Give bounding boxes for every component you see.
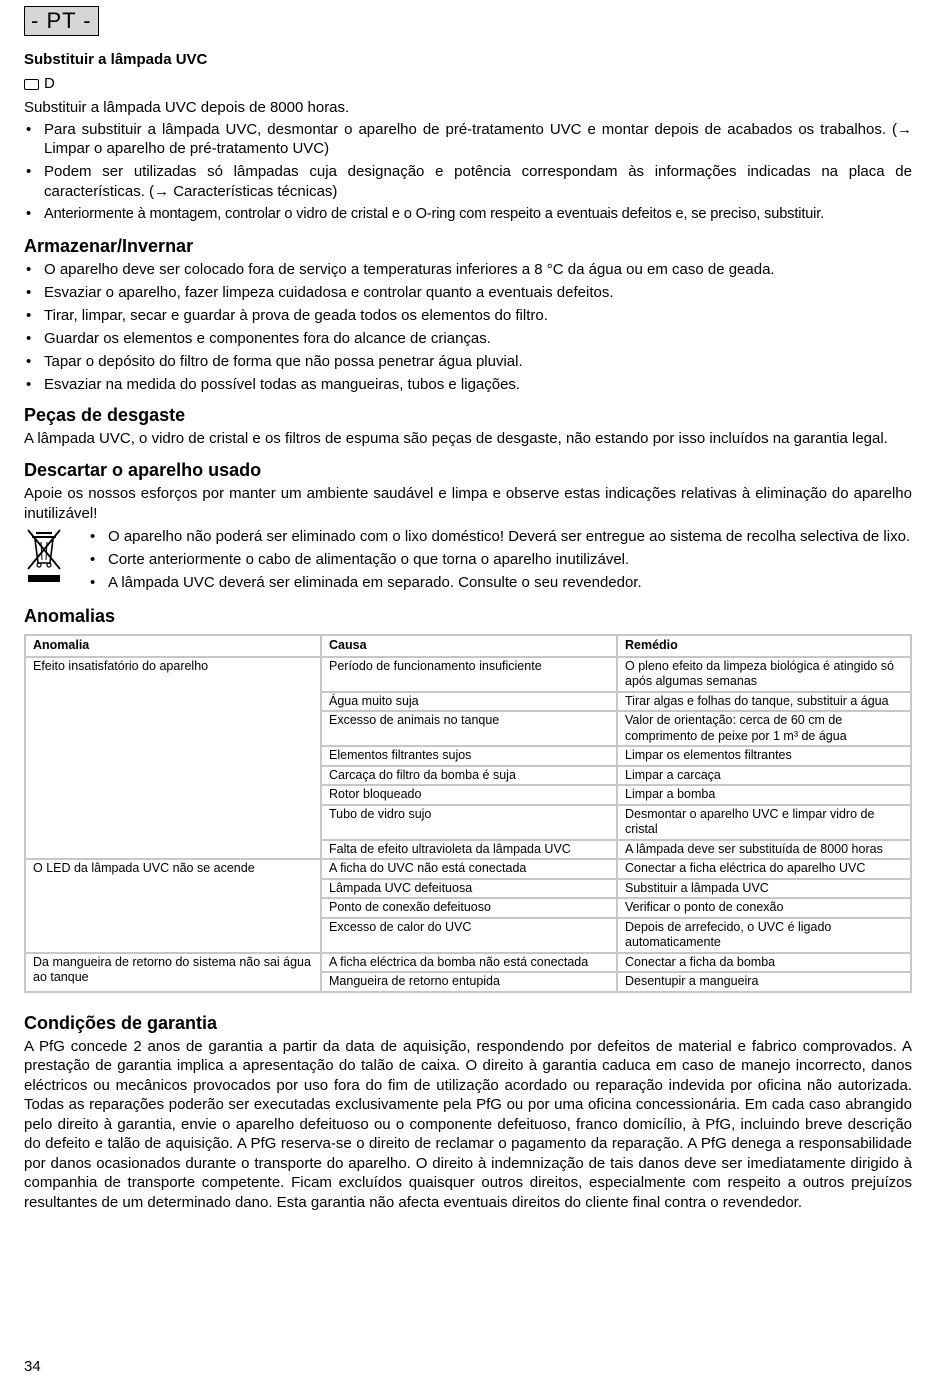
cause-cell: Falta de efeito ultravioleta da lâmpada UVC: [321, 840, 617, 860]
table-row: [25, 953, 911, 973]
bullet-icon: •: [90, 528, 96, 545]
list-item: • Para substituir a lâmpada UVC, desmontar o aparelho de pré-tratamento UVC e montar depois de acabados os trabalhos. (→ Limpar o aparelho de pré-tratamento UVC): [26, 120, 912, 157]
bullet-icon: •: [90, 574, 96, 591]
page-number: 34: [24, 1358, 41, 1375]
bullet-icon: •: [26, 330, 32, 347]
remedy-cell: O pleno efeito da limpeza biológica é atingido só após algumas semanas: [617, 657, 911, 692]
anomaly-cell: Da mangueira de retorno do sistema não sai água ao tanque: [25, 953, 321, 992]
troubleshooting-table: [24, 634, 912, 993]
list-item: • Tirar, limpar, secar e guardar à prova de geada todos os elementos do filtro.: [26, 307, 548, 324]
list-item: • Anteriormente à montagem, controlar o vidro de cristal e o O-ring com respeito a eventuais defeitos e, se preciso, substituir.: [24, 205, 912, 225]
list-item: • Guardar os elementos e componentes fora do alcance de crianças.: [26, 330, 491, 347]
list-item: • Corte anteriormente o cabo de alimentação o que torna o aparelho inutilizável.: [90, 551, 630, 568]
cause-cell: Tubo de vidro sujo: [321, 805, 617, 840]
cause-cell: Excesso de calor do UVC: [321, 918, 617, 953]
wear-parts-heading: Peças de desgaste: [24, 404, 186, 425]
remedy-cell: Conectar a ficha eléctrica do aparelho UVC: [617, 859, 911, 879]
list-item: • O aparelho deve ser colocado fora de serviço a temperaturas inferiores a 8 °C da água ou em caso de geada.: [26, 261, 775, 278]
bullet-icon: •: [26, 307, 32, 324]
remedy-cell: Depois de arrefecido, o UVC é ligado automaticamente: [617, 918, 911, 953]
cause-cell: Água muito suja: [321, 692, 617, 712]
cause-cell: A ficha do UVC não está conectada: [321, 859, 617, 879]
column-header: Remédio: [617, 635, 911, 657]
cause-cell: Mangueira de retorno entupida: [321, 972, 617, 992]
cause-cell: Período de funcionamento insuficiente: [321, 657, 617, 692]
list-item: • Esvaziar o aparelho, fazer limpeza cuidadosa e controlar quanto a eventuais defeitos.: [26, 284, 614, 301]
list-item: • Tapar o depósito do filtro de forma que não possa penetrar água pluvial.: [26, 353, 523, 370]
remedy-cell: Desmontar o aparelho UVC e limpar vidro de cristal: [617, 805, 911, 840]
uvc-heading: Substituir a lâmpada UVC: [24, 51, 208, 68]
crossed-bin-icon: [24, 527, 88, 596]
cause-cell: Rotor bloqueado: [321, 785, 617, 805]
disposal-block: [24, 527, 912, 596]
anomalies-heading: Anomalias: [24, 606, 116, 626]
bullet-icon: •: [26, 163, 32, 180]
bullet-icon: •: [90, 551, 96, 568]
warranty-heading: Condições de garantia: [24, 1012, 218, 1033]
rectangle-icon: [24, 79, 39, 90]
anomaly-cell: Efeito insatisfatório do aparelho: [25, 657, 321, 860]
storage-heading: Armazenar/Invernar: [24, 236, 194, 256]
cause-cell: Ponto de conexão defeituoso: [321, 898, 617, 918]
maintenance-interval-line: [24, 74, 912, 94]
remedy-cell: A lâmpada deve ser substituída de 8000 horas: [617, 840, 911, 860]
remedy-cell: Tirar algas e folhas do tanque, substituir a água: [617, 692, 911, 712]
cause-cell: Lâmpada UVC defeituosa: [321, 879, 617, 899]
cause-cell: Carcaça do filtro da bomba é suja: [321, 766, 617, 786]
column-header: Anomalia: [25, 635, 321, 657]
list-item: • A lâmpada UVC deverá ser eliminada em separado. Consulte o seu revendedor.: [90, 574, 642, 591]
remedy-cell: Valor de orientação: cerca de 60 cm de comprimento de peixe por 1 m³ de água: [617, 711, 911, 746]
manual-page: [24, 6, 912, 1212]
uvc-bullet-list: [24, 120, 912, 225]
bullet-icon: •: [26, 205, 31, 222]
remedy-cell: Limpar a carcaça: [617, 766, 911, 786]
warranty-text: A PfG concede 2 anos de garantia a partir da data de aquisição, respondendo por defeitos de material e fabrico comprovados. A prestação de garantia implica a apresentação do talão de caixa. O direito à garantia caduca em caso de manejo incorrecto, danos eléctricos ou mecânicos provocados por uso fora do fim de utilização acordado ou reparação indevida por oficina não autorizada. Todas as reparações poderão ser executadas exclusivamente pela PfG ou por uma oficina concessionária. Em cada caso abrangido pelo direito à garantia, envie o aparelho defeituoso ou o componente defeituoso, franco domicílio, à PfG, incluindo breve descrição do defeito e talão de aquisição. A PfG reserva-se o direito de reclamar o pagamento da reparação. A PfG denega a responsabilidade por danos ocasionados durante o transporte do aparelho. O direito à indemnização de tais danos deve ser imediatamente dirigido à companhia de transporte competente. Ficam excluídos quaisquer outros direitos, especialmente com respeito a outros prejuízos resultantes de um determinado dano. Esta garantia não afecta eventuais direitos do cliente final contra o revendedor.: [24, 1037, 912, 1211]
wear-parts-text: A lâmpada UVC, o vidro de cristal e os filtros de espuma são peças de desgaste, não estando por isso incluídos na garantia legal.: [24, 429, 888, 447]
language-tag: - PT -: [24, 6, 99, 36]
table-row: [25, 859, 911, 879]
cause-cell: Elementos filtrantes sujos: [321, 746, 617, 766]
bullet-icon: •: [26, 353, 32, 370]
remedy-cell: Conectar a ficha da bomba: [617, 953, 911, 973]
table-row: [25, 657, 911, 692]
list-item: • O aparelho não poderá ser eliminado com o lixo doméstico! Deverá ser entregue ao sistema de recolha selectiva de lixo.: [90, 528, 911, 545]
list-item: • Esvaziar na medida do possível todas as mangueiras, tubos e ligações.: [26, 376, 521, 393]
bullet-icon: •: [26, 120, 32, 138]
bullet-icon: •: [26, 284, 32, 301]
anomaly-cell: O LED da lâmpada UVC não se acende: [25, 859, 321, 953]
table-header-row: [25, 635, 911, 657]
remedy-cell: Substituir a lâmpada UVC: [617, 879, 911, 899]
maintenance-code: D: [44, 75, 55, 92]
bullet-icon: •: [26, 376, 32, 393]
remedy-cell: Limpar os elementos filtrantes: [617, 746, 911, 766]
disposal-bullet-list: [88, 527, 912, 596]
disposal-heading: Descartar o aparelho usado: [24, 460, 262, 480]
column-header: Causa: [321, 635, 617, 657]
cause-cell: A ficha eléctrica da bomba não está conectada: [321, 953, 617, 973]
remedy-cell: Limpar a bomba: [617, 785, 911, 805]
remedy-cell: Verificar o ponto de conexão: [617, 898, 911, 918]
remedy-cell: Desentupir a mangueira: [617, 972, 911, 992]
storage-bullet-list: [24, 260, 912, 395]
disposal-text: Apoie os nossos esforços por manter um ambiente saudável e limpa e observe estas indicações relativas à eliminação do aparelho inutilizável!: [24, 485, 912, 522]
uvc-intro: Substituir a lâmpada UVC depois de 8000 horas.: [24, 99, 350, 116]
list-item: • Podem ser utilizadas só lâmpadas cuja designação e potência correspondam às informações indicadas na placa de características. (→ Características técnicas): [26, 163, 912, 200]
bullet-icon: •: [26, 261, 32, 278]
cause-cell: Excesso de animais no tanque: [321, 711, 617, 746]
